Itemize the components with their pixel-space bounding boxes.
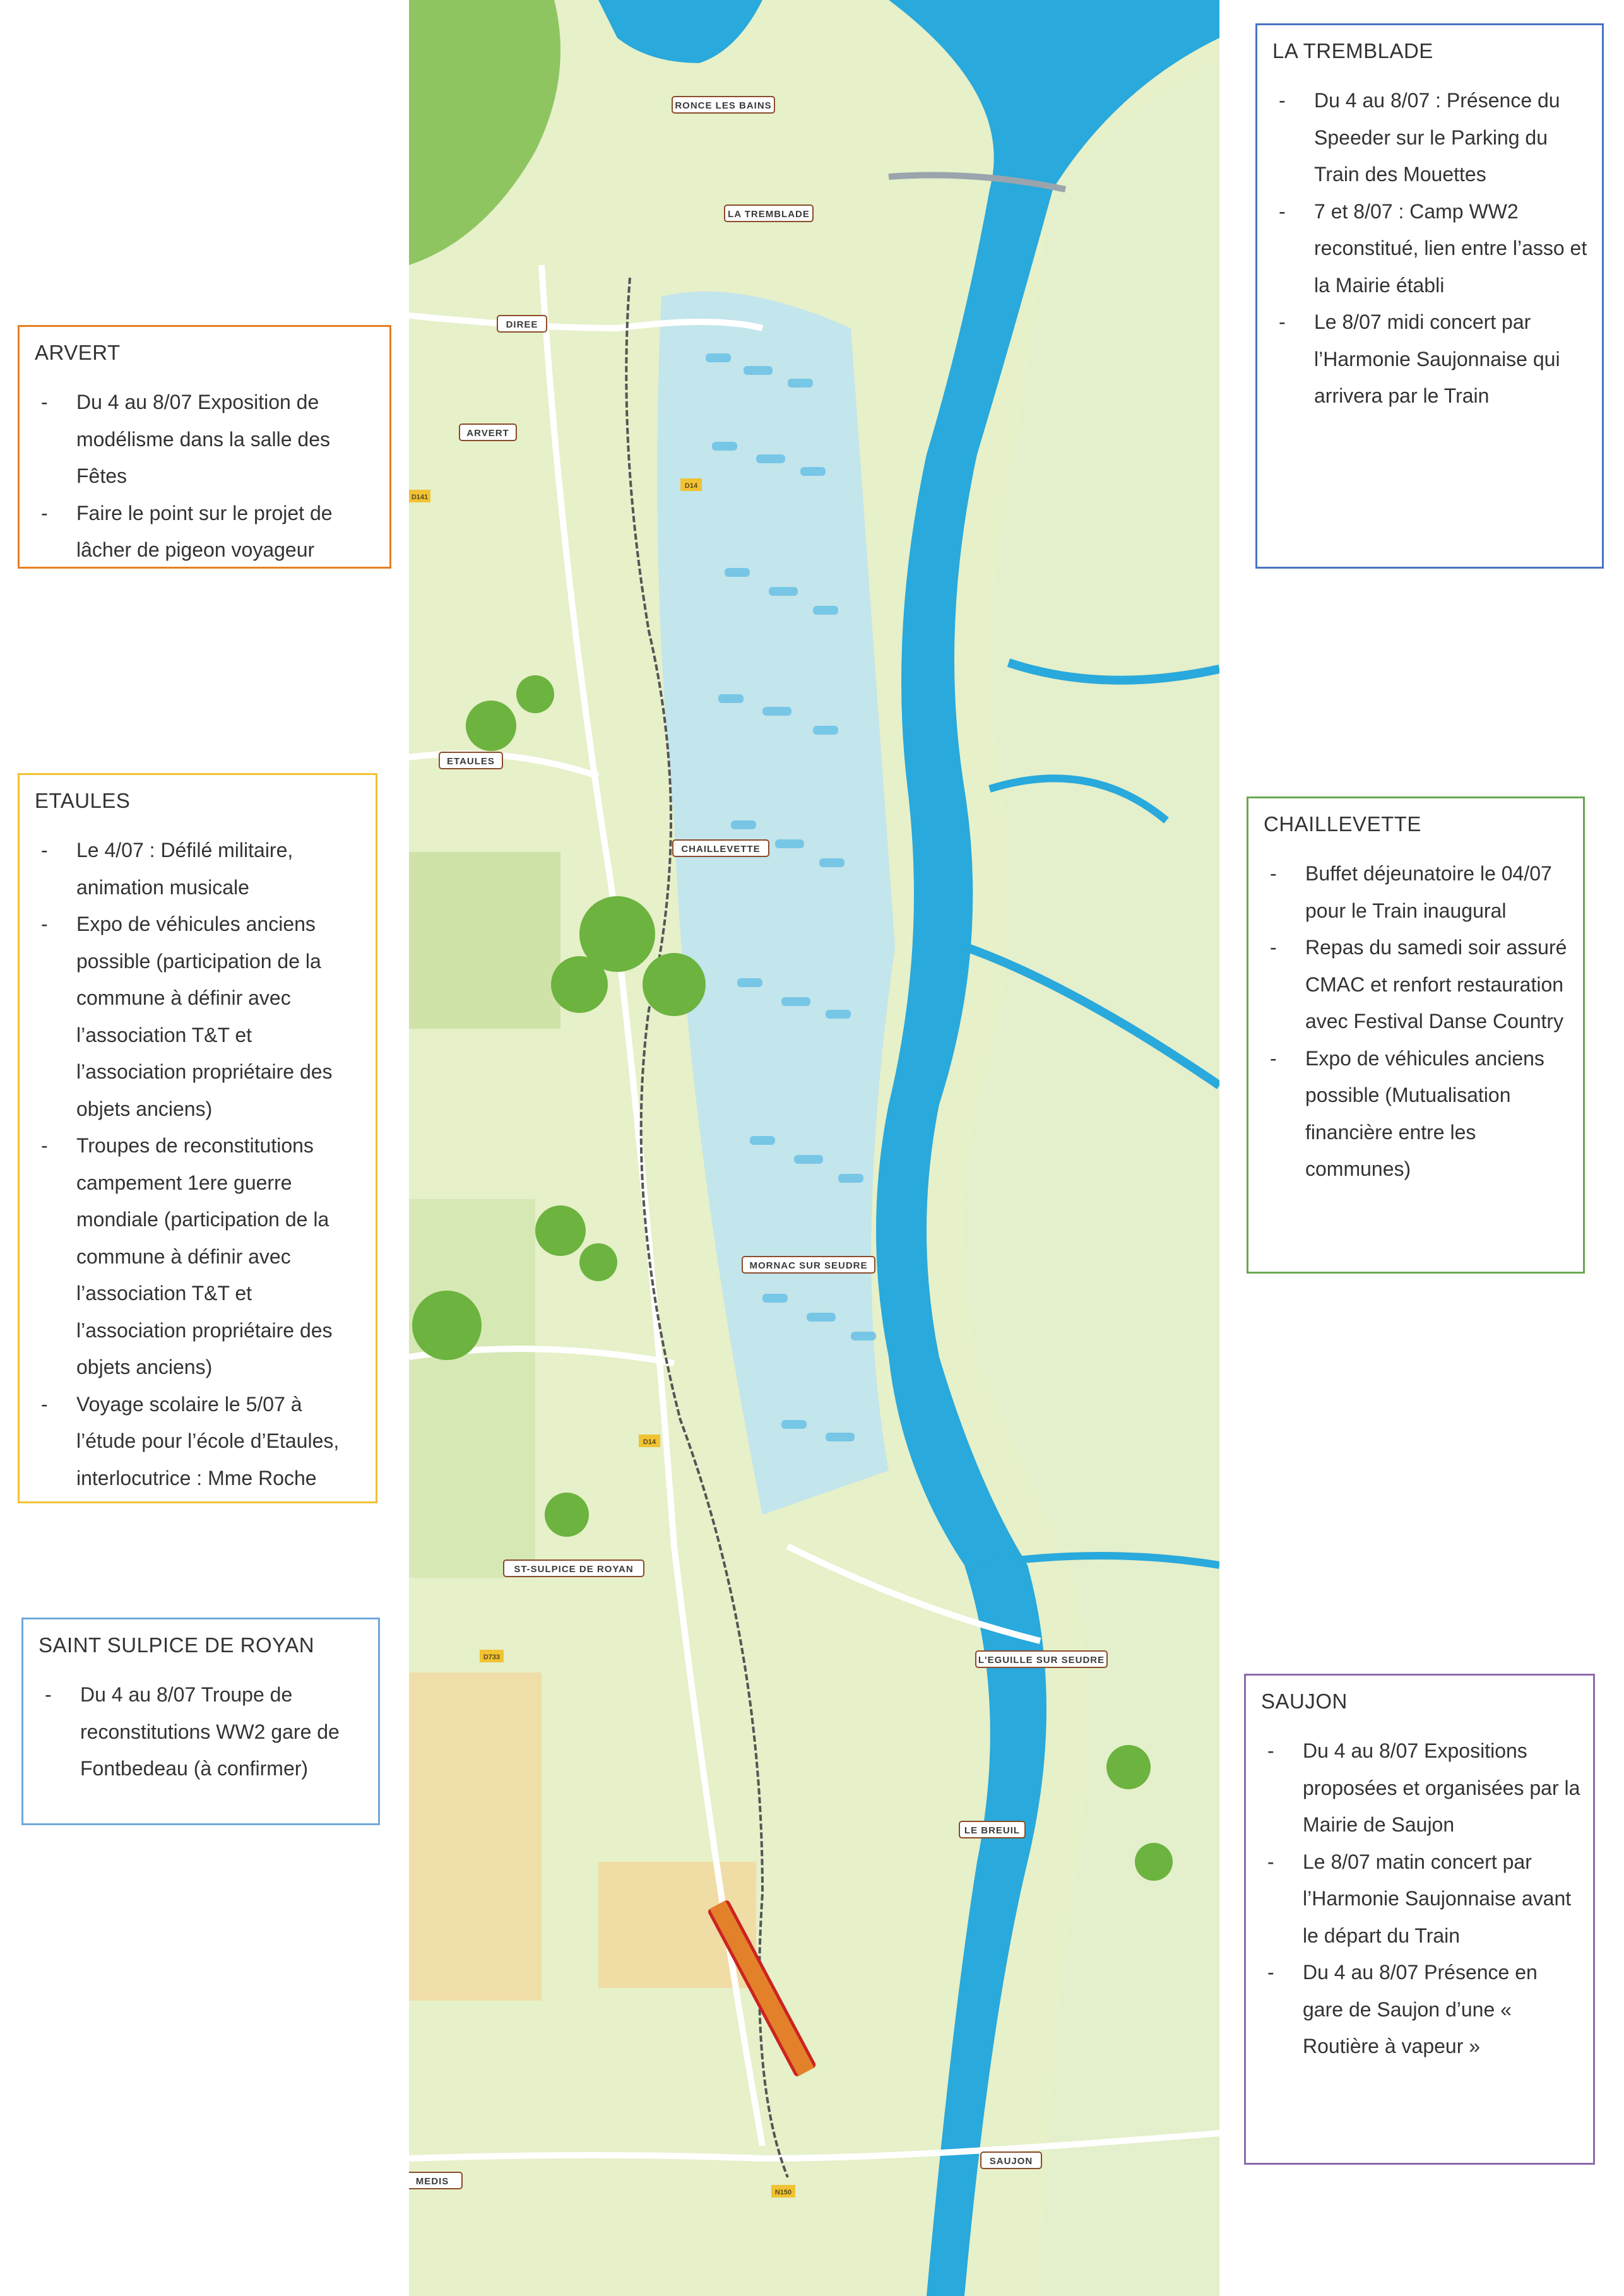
- illustrated-map: [409, 0, 1219, 2296]
- label-tremblade: LA TREMBLADE: [728, 209, 810, 220]
- box-title: LA TREMBLADE: [1272, 39, 1433, 62]
- list-item: - Du 4 au 8/07 Expositions proposées et organisées par la Mairie de Saujon: [1261, 1732, 1580, 1843]
- box-title: ETAULES: [35, 789, 131, 812]
- list-item: - Faire le point sur le projet de lâcher de pigeon voyageur: [35, 495, 377, 569]
- box-chaillevette: [1247, 796, 1585, 1274]
- label-mornac: MORNAC SUR SEUDRE: [749, 1260, 868, 1271]
- label-eguille: L'EGUILLE SUR SEUDRE: [978, 1655, 1105, 1666]
- field: [409, 1672, 542, 2001]
- list-item: - Le 4/07 : Défilé militaire, animation musicale: [35, 832, 363, 906]
- box-saujon: [1244, 1674, 1595, 2165]
- box-title: CHAILLEVETTE: [1264, 812, 1421, 836]
- road-code-n150: N150: [774, 2189, 792, 2196]
- box-title: SAINT SULPICE DE ROYAN: [39, 1633, 315, 1657]
- box-list: [1261, 1732, 1580, 2065]
- list-item: - Le 8/07 midi concert par l’Harmonie Saujonnaise qui arrivera par le Train: [1272, 304, 1589, 415]
- label-medis: MEDIS: [415, 2176, 449, 2187]
- box-list: [1264, 855, 1570, 1188]
- list-item: - Repas du samedi soir assuré CMAC et renfort restauration avec Festival Danse Country: [1264, 929, 1570, 1040]
- list-item: - Le 8/07 matin concert par l’Harmonie Saujonnaise avant le départ du Train: [1261, 1843, 1580, 1955]
- list-item: - 7 et 8/07 : Camp WW2 reconstitué, lien entre l’asso et la Mairie établi: [1272, 193, 1589, 304]
- list-item: - Troupes de reconstitutions campement 1ere guerre mondiale (participation de la commune à définir avec l’association T&T et l’association propriétaire des objets anciens): [35, 1127, 363, 1386]
- list-item: - Du 4 au 8/07 Troupe de reconstitutions WW2 gare de Fontbedeau (à confirmer): [39, 1676, 365, 1787]
- label-etaules: ETAULES: [447, 756, 495, 767]
- field: [409, 1199, 535, 1578]
- label-breuil: LE BREUIL: [964, 1825, 1021, 1836]
- box-title: ARVERT: [35, 341, 121, 364]
- list-item: - Du 4 au 8/07 Exposition de modélisme dans la salle des Fêtes: [35, 384, 377, 495]
- list-item: - Expo de véhicules anciens possible (Mutualisation financière entre les communes): [1264, 1040, 1570, 1188]
- box-list: [35, 384, 377, 569]
- label-diree: DIREE: [506, 319, 538, 330]
- box-arvert: [18, 325, 391, 569]
- road-code-d733: D733: [483, 1654, 501, 1661]
- label-arvert: ARVERT: [466, 428, 509, 439]
- box-list: [35, 832, 363, 1496]
- box-list: [39, 1676, 365, 1787]
- box-saint-sulpice: [21, 1618, 380, 1825]
- list-item: - Voyage scolaire le 5/07 à l’étude pour l’école d’Etaules, interlocutrice : Mme Roche: [35, 1386, 363, 1497]
- box-list: [1272, 82, 1589, 415]
- list-item: - Du 4 au 8/07 Présence en gare de Saujon d’une « Routière à vapeur »: [1261, 1954, 1580, 2065]
- list-item: - Expo de véhicules anciens possible (participation de la commune à définir avec l’association T&T et l’association propriétaire des objets anciens): [35, 906, 363, 1127]
- list-item: - Buffet déjeunatoire le 04/07 pour le Train inaugural: [1264, 855, 1570, 929]
- label-saujon: SAUJON: [989, 2156, 1033, 2167]
- road-code-d141: D141: [411, 494, 429, 501]
- label-st-sulpice: ST-SULPICE DE ROYAN: [514, 1564, 634, 1575]
- map-canvas: [409, 0, 1219, 2296]
- field: [409, 852, 560, 1029]
- road-code-d14-south: D14: [643, 1438, 656, 1446]
- box-etaules: [18, 773, 377, 1503]
- label-chaillevette: CHAILLEVETTE: [681, 844, 761, 855]
- list-item: - Du 4 au 8/07 : Présence du Speeder sur le Parking du Train des Mouettes: [1272, 82, 1589, 193]
- box-la-tremblade: [1255, 23, 1604, 569]
- box-title: SAUJON: [1261, 1689, 1348, 1713]
- label-ronce: RONCE LES BAINS: [675, 100, 772, 111]
- road-code-d14: D14: [684, 482, 698, 490]
